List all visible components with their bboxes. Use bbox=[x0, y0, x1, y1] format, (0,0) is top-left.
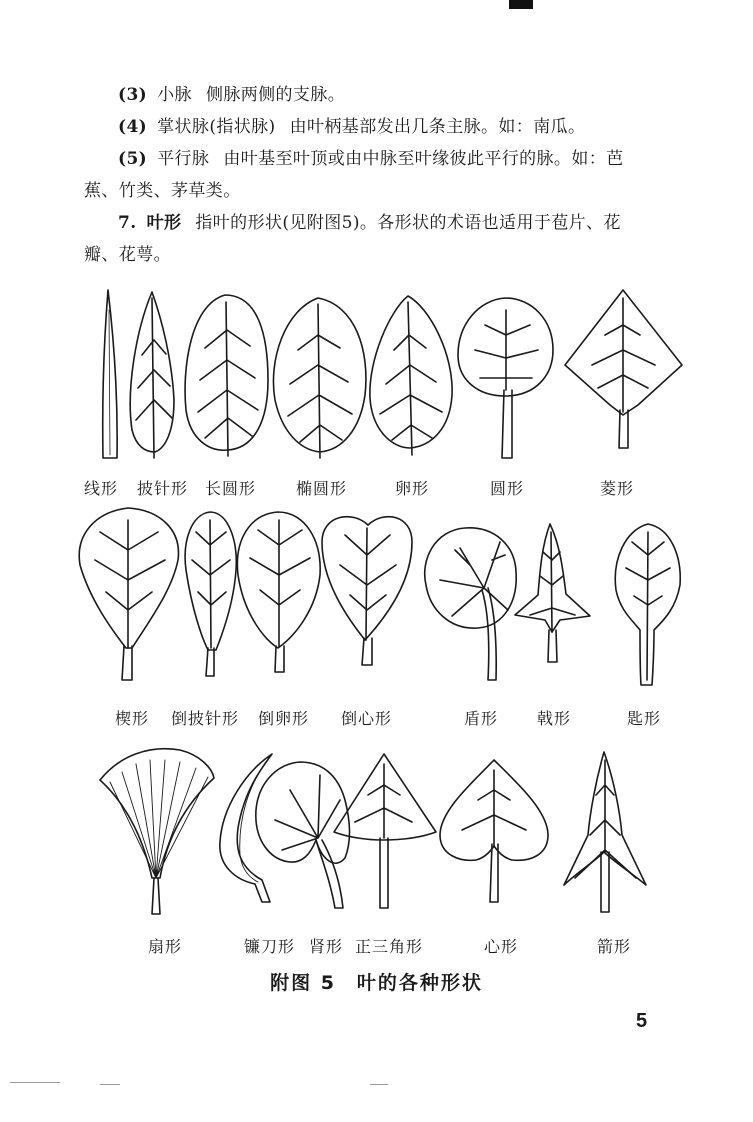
oblong-leaf-drawing bbox=[185, 295, 268, 456]
term: 掌状脉(指状脉) bbox=[157, 117, 276, 137]
hastate-leaf-drawing bbox=[515, 524, 590, 662]
orbicular-leaf-drawing bbox=[458, 298, 553, 458]
leaf-shapes-figure bbox=[0, 280, 753, 980]
ovate-leaf-drawing bbox=[370, 296, 452, 455]
label-lanceolate: 披针形 bbox=[137, 479, 189, 498]
label-obovate: 倒卵形 bbox=[258, 709, 310, 728]
label-elliptic: 椭圆形 bbox=[296, 479, 348, 498]
paragraph-parallel-veins bbox=[118, 144, 678, 174]
falcate-leaf-drawing bbox=[220, 754, 272, 902]
reniform-leaf-drawing bbox=[256, 762, 350, 908]
label-linear: 线形 bbox=[84, 479, 119, 498]
leaf-illustrations bbox=[0, 280, 753, 980]
paragraph-leaf-shape bbox=[118, 208, 621, 238]
label-ovate: 卵形 bbox=[395, 479, 430, 498]
definition: 指叶的形状(见附图5)。各形状的术语也适用于苞片、花 bbox=[195, 213, 621, 233]
label-cuneate: 楔形 bbox=[115, 709, 150, 728]
label-flabellate: 扇形 bbox=[148, 937, 183, 956]
definition: 由叶基至叶顶或由中脉至叶缘彼此平行的脉。如：芭 bbox=[223, 149, 624, 169]
item-number: (4) bbox=[118, 117, 148, 137]
paragraph-continuation: 瓣、花萼。 bbox=[84, 245, 171, 265]
paragraph-continuation: 蕉、竹类、茅草类。 bbox=[84, 181, 241, 201]
paragraph-minor-veins bbox=[118, 80, 345, 110]
scan-dust bbox=[370, 1084, 388, 1085]
label-deltoid: 正三角形 bbox=[355, 937, 424, 956]
label-rhomboid: 菱形 bbox=[600, 479, 635, 498]
label-oblanceolate: 倒披针形 bbox=[171, 709, 240, 728]
label-reniform: 肾形 bbox=[309, 937, 344, 956]
label-spatulate: 匙形 bbox=[627, 709, 662, 728]
page-number: 5 bbox=[636, 1010, 648, 1032]
definition: 侧脉两侧的支脉。 bbox=[205, 85, 346, 105]
obcordate-leaf-drawing bbox=[322, 517, 412, 665]
obovate-leaf-drawing bbox=[237, 512, 320, 672]
term: 叶形 bbox=[146, 213, 182, 233]
elliptic-leaf-drawing bbox=[273, 298, 365, 458]
term: 小脉 bbox=[157, 85, 192, 105]
spatulate-leaf-drawing bbox=[615, 524, 680, 685]
flabellate-leaf-drawing bbox=[100, 749, 214, 914]
label-obcordate: 倒心形 bbox=[341, 709, 393, 728]
label-hastate: 戟形 bbox=[537, 709, 572, 728]
rhomboid-leaf-drawing bbox=[565, 290, 682, 448]
oblanceolate-leaf-drawing bbox=[185, 512, 236, 676]
paragraph-palmate-veins bbox=[118, 112, 585, 142]
cuneate-leaf-drawing bbox=[79, 508, 178, 680]
label-orbicular: 圆形 bbox=[490, 479, 525, 498]
label-sagittate: 箭形 bbox=[597, 937, 632, 956]
linear-leaf-drawing bbox=[103, 290, 117, 458]
scan-dust bbox=[10, 1082, 60, 1083]
cordate-leaf-drawing bbox=[440, 760, 548, 902]
definition: 由叶柄基部发出几条主脉。如：南瓜。 bbox=[289, 117, 586, 137]
sagittate-leaf-drawing bbox=[564, 752, 646, 912]
term: 平行脉 bbox=[157, 149, 210, 169]
peltate-leaf-drawing bbox=[425, 528, 517, 680]
lanceolate-leaf-drawing bbox=[130, 292, 174, 458]
label-cordate: 心形 bbox=[484, 937, 519, 956]
page-mark bbox=[509, 0, 533, 9]
label-oblong: 长圆形 bbox=[205, 479, 257, 498]
label-falcate: 镰刀形 bbox=[244, 937, 296, 956]
figure-caption: 附图 5 叶的各种形状 bbox=[270, 972, 483, 994]
label-peltate: 盾形 bbox=[464, 709, 499, 728]
scan-dust bbox=[100, 1084, 120, 1085]
item-number: (3) bbox=[118, 85, 148, 105]
item-number: 7. bbox=[118, 213, 137, 233]
item-number: (5) bbox=[118, 149, 148, 169]
